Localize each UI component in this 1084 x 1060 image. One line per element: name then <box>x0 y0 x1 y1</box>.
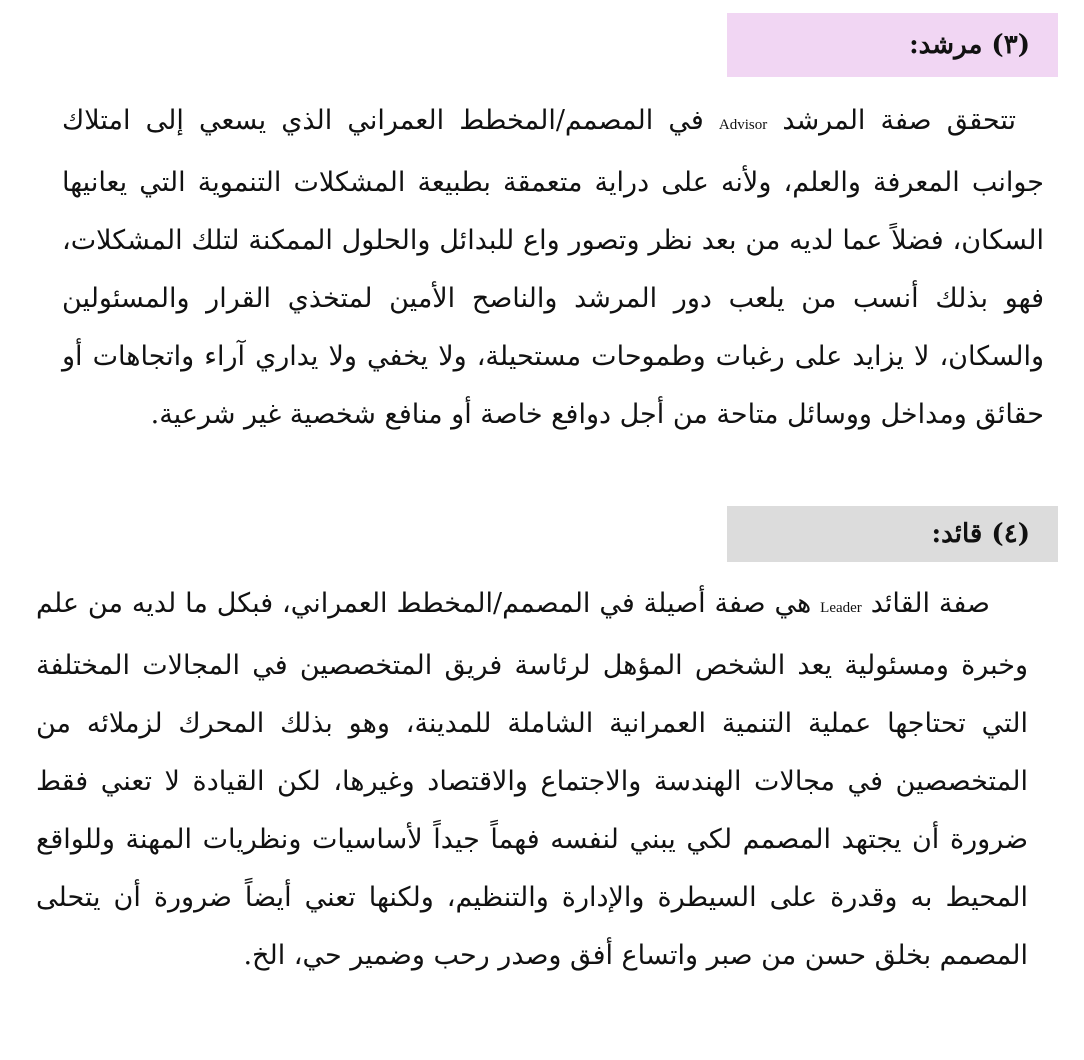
section-3-heading-text: (٣) مرشد: <box>909 30 1030 60</box>
section-3-text-rest: في المصمم/المخطط العمراني الذي يسعي إلى امتلاك جوانب المعرفة والعلم، ولأنه على دراية متعمقة بطبيعة المشكلات التنموية التي يعانيها السكان، فضلاً عما لديه من بعد نظر وتصور واع للبدائل والحلول الممكنة لتلك المشكلات، فهو بذلك أنسب من يلعب دور المرشد والناصح الأمين لمتخذي القرار والمسئولين والسكان، لا يزايد على رغبات وطموحات مستحيلة، ولا يخفي ولا يداري آراء واتجاهات أو حقائق ومداخل ووسائل متاحة من أجل دوافع خاصة أو منافع شخصية غير شرعية. <box>62 105 1044 430</box>
section-4-english-term: Leader <box>820 600 862 616</box>
section-4-heading <box>727 506 1058 562</box>
section-3-english-term: Advisor <box>718 117 768 133</box>
section-3-heading <box>727 13 1058 77</box>
section-4-heading-text: (٤) قائد: <box>931 519 1030 549</box>
section-4-text-rest: هي صفة أصيلة في المصمم/المخطط العمراني، فبكل ما لديه من علم وخبرة ومسئولية يعد الشخص المؤهل لرئاسة فريق المتخصصين في المجالات المختلفة التي تحتاجها عملية التنمية العمرانية الشاملة للمدينة، وهو بذلك المحرك لزملائه من المتخصصين في مجالات الهندسة والاجتماع والاقتصاد وغيرها، لكن القيادة لا تعني فقط ضرورة أن يجتهد المصمم لكي يبني لنفسه فهماً جيداً لأساسيات ونظريات المهنة وللواقع المحيط به وقدرة على السيطرة والإدارة والتنظيم، ولكنها تعني أيضاً ضرورة أن يتحلى المصمم بخلق حسن من صبر واتساع أفق وصدر رحب وضمير حي، الخ. <box>36 588 1029 971</box>
section-3-paragraph <box>62 92 1044 444</box>
section-4-paragraph <box>36 575 1028 985</box>
section-3-text-start: تتحقق صفة المرشد <box>767 105 1016 136</box>
section-4-text-start: صفة القائد <box>861 588 990 619</box>
